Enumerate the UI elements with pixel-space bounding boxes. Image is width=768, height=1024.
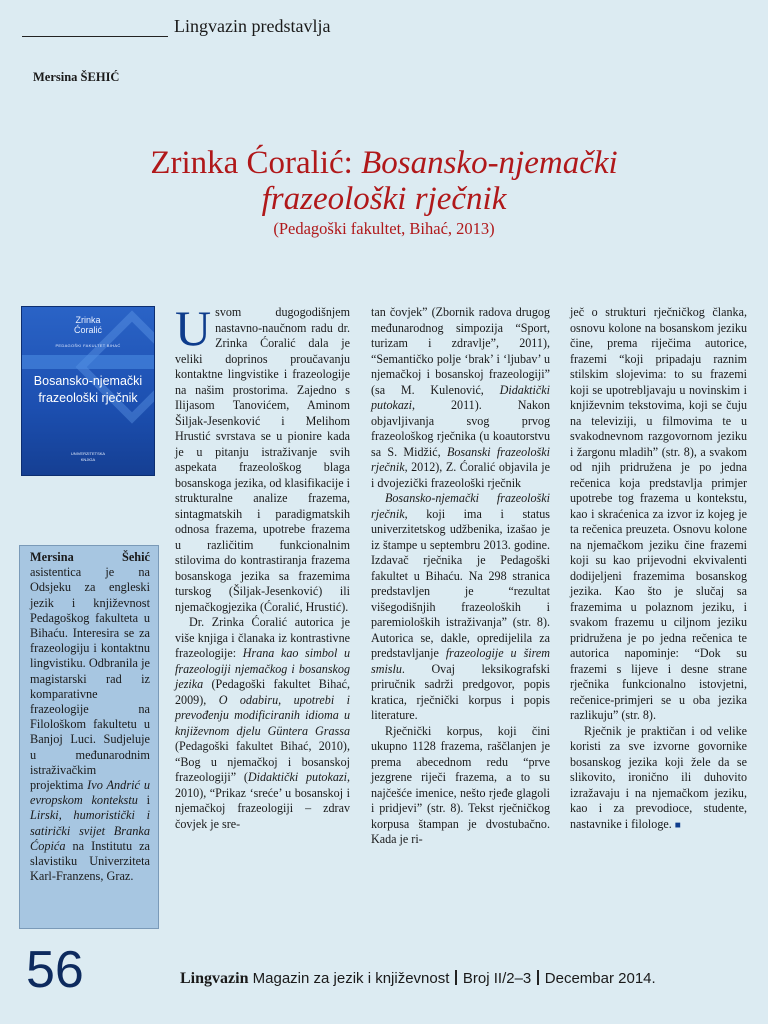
page-footer <box>180 970 656 988</box>
cover-title-line1: Bosansko-njemački <box>33 374 143 388</box>
article-title <box>0 145 768 239</box>
paragraph-text: (Pedagoški fakultet Bihać, 2010), “Bog u njemačkoj i bosanskoj frazeologiji” ( <box>175 739 350 784</box>
journal-title: Didaktički putokazi <box>247 770 347 784</box>
paragraph <box>175 615 350 832</box>
paragraph-text: , 2010), “Prikaz ‘sreće’ u bosanskoj i njemačkoj frazeologiji – zdrav čovjek je sre- <box>175 770 350 831</box>
paragraph <box>371 305 550 491</box>
paragraph-text: (Pedagoški fakultet Bihać, 2009), <box>175 677 350 707</box>
cover-footer-line2: KNJIGA <box>80 457 96 462</box>
paragraph-text: . Ovaj leksikografski priručnik sadrži predgovor, popis kratica, rječnički korpus i popis literature. <box>371 661 550 722</box>
bio-text-2: i <box>137 793 150 808</box>
text-column-2 <box>371 305 550 848</box>
title-book-part1: Bosansko-njemački <box>361 145 618 181</box>
author-bio-box <box>19 545 159 929</box>
header-rule <box>22 36 168 37</box>
bio-text-1: asistentica je na Odsjeku za engleski jezik i književnost Pedagoškog fakulteta u Bihaću. Interesira se za frazeologiju i kontaktnu lingvistiku. Odbranila je magistarski rad iz komparativne frazeologije na Filološkom fakultetu u Banjoj Luci. Sudjeluje u međunarodnim istraživačkim projektima <box>30 565 150 793</box>
bio-text-3: na Institutu za slavistiku Univerziteta Karl-Franzens, Graz. <box>30 838 150 884</box>
footer-separator <box>455 970 457 985</box>
paragraph <box>371 491 550 724</box>
paragraph-text: svom dugogodišnjem nastavno-naučnom radu dr. Zrinka Ćoralić dala je veliki doprinos proučavanju kontaktne lingvistike i frazeologije na našim prostorima. Zajedno s Ilijasom Tanovićem, Aminom Šiljak-Jesenković i Melihom Hrustić svrstava se u pionire kada je u pitanju istraživanje svih aspekata frazeološkog blaga bosanskoga jezika, od klasifikacije i strukturalne analize frazema, sintagmatskih i paradigmatskih odnosa frazema, upotrebe frazema u različitim funkcionalnim stilovima do kontrastiranja frazema bosanskoga jezika sa frazemima turskog (Šiljak-Jesenković) ili njemačkogjezika (Ćoralić, Hrustić). <box>175 305 350 614</box>
emphasis: frazeologije u širem smislu <box>371 646 551 676</box>
book-title: Bosanski frazeološki rječnik <box>371 444 550 474</box>
paragraph-text: Dr. Zrinka Ćoralić autorica je više knjiga i članaka iz kontrastivne frazeologije: <box>175 615 350 660</box>
cover-band <box>22 355 154 369</box>
bio-name: Mersina Šehić <box>30 550 150 564</box>
cover-footer-line1: UNIVERZITETSKA <box>70 451 106 456</box>
title-subtitle: (Pedagoški fakultet, Bihać, 2013) <box>273 219 495 238</box>
book-cover-image <box>22 307 154 475</box>
book-title: Bosansko-njemački frazeološki rječnik <box>371 491 550 521</box>
drop-cap: U <box>175 300 212 356</box>
paragraph <box>570 724 747 834</box>
issue-date: Decembar 2014. <box>544 970 656 987</box>
title-author: Zrinka Ćoralić: <box>150 145 353 181</box>
page-number: 56 <box>26 941 84 999</box>
text-column-3 <box>570 305 747 833</box>
paragraph <box>175 300 350 615</box>
paragraph-text: Rječnik je praktičan i od velike koristi za sve izvorne govornike bosanskog jezika koji žele da se slikovito, ironično ili duhovito izražavaju i na njemačkom jeziku, kao i za prevodioce, studente, nastavnike i filologe. <box>570 723 747 831</box>
title-book-part2: frazeološki rječnik <box>261 181 507 217</box>
footer-separator <box>537 970 539 985</box>
cover-author-line1: Zrinka <box>75 315 101 325</box>
issue-number: Broj II/2–3 <box>462 970 532 987</box>
bio-project-1: Ivo Andrić u evropskom kontekstu <box>30 778 150 808</box>
paragraph-text: , 2012), Z. Ćoralić objavila je i dvojezički frazeološki rječnik <box>371 460 550 490</box>
paragraph: ječ o strukturi rječničkog članka, osnovu kolone na bosanskom jeziku čine, prema riječima autorice, frazemi “koji pripadaju raznim stilskim slojevima: to su frazemi koji se upotrebljavaju u novinskim i književnim tekstovima, koji se čuju na televiziji, u filmovima te u svakodnevnom razgovornom jeziku i žargonu mladih” (str. 8), a svakom od njih pridružena je po jedna rečenica koja predstavlja primjer upotrebe tog frazema u kontekstu, kao i skraćenica za izvor iz kojeg je ta rečenica preuzeta. Osnovu kolone na njemačkom jeziku čine frazemi koji su kao prijevodni ekvivalenti dodijeljeni frazemima bosanskog jezika. Kao što je slučaj sa frazemima u polaznom jeziku, i svakom frazemu u ciljnom jeziku pridružena je po jedna rečenica te autorica napominje: “Dok su frazemi s lijeve i desne strane rječnika funkcionalno istovjetni, rečenice-primjeri se u oba jezika razlikuju” (str. 8). <box>570 305 747 722</box>
bio-project-2: Lirski, humoristički i satirički svijet Branka Ćopića <box>30 808 150 853</box>
cover-publisher: PEDAGOŠKI FAKULTET BIHAĆ <box>55 343 121 348</box>
paragraph-text: , koji ima i status univerzitetskog udžbenika, izašao je iz štampe u septembru 2013. godine. Izdavač rječnika je Pedagoški fakultet u Bihaću. Na 298 stranica predstavljen je “rezultat višegodišnjih frazeoloških i paremioloških istraživanja” (str. 8). Autorica se, dakle, opredijelila za predstavljanje <box>371 506 550 660</box>
paragraph: Rječnički korpus, koji čini ukupno 1128 frazema, raščlanjen je prema abecednom redu “prve jezgrene riječi frazema, a to su najčešće imenice, nešto rjeđe glagoli i pridjevi” (str. 8). Tekst rječničkog korpusa štampan je dvostubačno. Kada je ri- <box>371 723 550 846</box>
section-label: Lingvazin predstavlja <box>174 16 331 36</box>
end-mark-icon: ■ <box>674 819 681 831</box>
magazine-tagline: Magazin za jezik i književnost <box>252 970 450 987</box>
journal-title: Didaktički putokazi <box>371 382 550 412</box>
cover-footer <box>22 451 154 463</box>
book-title: O odabiru, upotrebi i prevođenju modificiranih idioma u književnom djelu Güntera Grassa <box>175 692 350 738</box>
magazine-name: Lingvazin <box>180 970 249 987</box>
cover-author-line2: Ćoralić <box>73 325 102 335</box>
book-title: Hrana kao simbol u frazeologiji njemačkog i bosanskog jezika <box>175 646 350 691</box>
cover-title-line2: frazeološki rječnik <box>38 391 138 405</box>
article-author: Mersina ŠEHIĆ <box>33 70 120 84</box>
text-column-1 <box>175 300 350 832</box>
paragraph-text: , 2011). Nakon objavljivanja svog prvog frazeološkog rječnika (u koautorstvu sa S. Midžić, <box>371 398 550 459</box>
cover-title <box>22 373 154 407</box>
cover-author <box>22 315 154 335</box>
paragraph-text: tan čovjek” (Zbornik radova drugog međunarodnog simpozija “Sport, turizam i zdravlje”, 2011), “Semantičko polje ‘brak’ i ‘ljubav’ u njemačkoj i bosanskoj frazeologiji” (sa M. Kulenović, <box>371 305 550 397</box>
